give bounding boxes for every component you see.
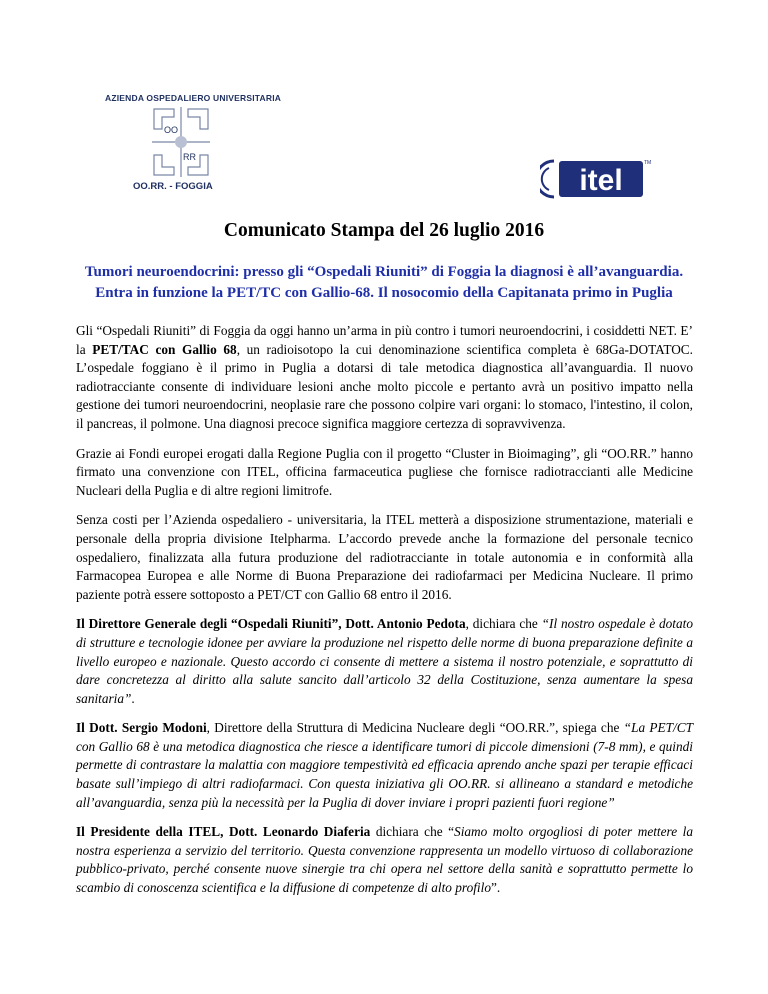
subtitle	[70, 262, 698, 304]
paragraph-5	[76, 719, 693, 812]
p1-text: Gli “Ospedali Riuniti” di Foggia da oggi hanno un’arma in più contro i tumori neuroendocrini, i cosiddetti NET. E’ la	[76, 323, 693, 357]
p1-bold: PET/TAC con Gallio 68	[92, 341, 237, 357]
svg-text:RR: RR	[183, 152, 196, 162]
p5-text: , Direttore della Struttura di Medicina Nucleare degli “OO.RR.”, spiega che	[206, 720, 624, 736]
subtitle-line-2: Entra in funzione la PET/TC con Gallio-68. Il nosocomio della Capitanata primo in Puglia	[95, 285, 673, 301]
p6-text: dichiara che “	[370, 824, 455, 840]
p5-bold: Il Dott. Sergio Modoni	[76, 720, 207, 736]
article-body	[76, 322, 693, 909]
p6-bold: Il Presidente della ITEL, Dott. Leonardo Diaferia	[76, 824, 371, 840]
p4-end: .	[131, 690, 135, 706]
hospital-emblem-icon	[150, 105, 212, 179]
p4-bold: Il Direttore Generale degli “Ospedali Riuniti”, Dott. Antonio Pedota	[76, 616, 466, 632]
paragraph-3: Senza costi per l’Azienda ospedaliero - universitaria, la ITEL metterà a disposizione strumentazione, materiali e personale della propria divisione Itelpharma. L’accordo prevede anche la formazione del personale tecnico ospedaliero, finalizzata alla futura produzione del radiotracciante in totale autonomia e in conformità alla Farmacopea Europea e alle Norme di Buona Preparazione dei radiofarmaci per Medicina Nucleare. Il primo paziente potrà essere sottoposto a PET/CT con Gallio 68 entro il 2016.	[76, 512, 693, 602]
paragraph-4	[76, 615, 693, 708]
p6-end: ”.	[490, 880, 501, 896]
hospital-logo	[105, 93, 282, 198]
svg-text:itel: itel	[579, 164, 623, 197]
svg-text:TM: TM	[644, 160, 652, 166]
itel-logo	[540, 158, 652, 205]
paragraph-2: Grazie ai Fondi europei erogati dalla Regione Puglia con il progetto “Cluster in Bioimaging”, gli “OO.RR.” hanno firmato una convenzione con ITEL, officina farmaceutica pugliese che fornisce radiotraccianti alle Medicine Nucleari della Puglia e di altre regioni limitrofe.	[76, 445, 693, 498]
svg-text:OO: OO	[164, 125, 179, 135]
p4-text: , dichiara che	[465, 616, 542, 632]
page-title: Comunicato Stampa del 26 luglio 2016	[223, 220, 545, 241]
p1-text-cont: , un radioisotopo la cui denominazione scientifica completa è 68Ga-DOTATOC. L’ospedale foggiano è il primo in Puglia a dotarsi di tale metodica diagnostica all’avanguardia. Il nuovo radiotracciante consente di individuare lesioni anche molto piccole e pertanto avrà un positivo impatto nella gestione dei tumori neuroendocrini, neoplasie rare che possono colpire vari organi: lo stomaco, l'intestino, il colon, il pancreas, il polmone. Una diagnosi precoce significa maggiore certezza di sopravvivenza.	[76, 341, 693, 431]
paragraph-6	[76, 823, 693, 897]
paragraph-1	[76, 322, 693, 434]
hospital-city: OO.RR. - FOGGIA	[133, 181, 213, 192]
subtitle-line-1: Tumori neuroendocrini: presso gli “Ospedali Riuniti” di Foggia la diagnosi è all’avanguardia.	[84, 264, 684, 280]
p6-quote: Siamo molto orgogliosi di poter mettere la nostra esperienza a servizio del territorio. Questa convenzione rappresenta un modello virtuoso di collaborazione pubblico-privato, perché consente nuove sinergie tra chi opera nel settore della sanità e soprattutto permette lo scambio di conoscenza scientifica e la diffusione di competenze di alto profilo	[76, 824, 693, 896]
hospital-org-name: AZIENDA OSPEDALIERO UNIVERSITARIA	[105, 93, 282, 103]
p4-quote: “Il nostro ospedale è dotato di strutture e tecnologie idonee per avviare la produzione nel rispetto delle norme di buona preparazione definite a livello europeo e nazionale. Questo accordo ci consente di mettere a sistema il nostro potenziale, e soprattutto di dare concretezza al diritto alla salute sancito dall’articolo 32 della Costituzione, senza aumentare la spesa sanitaria”	[76, 616, 693, 706]
p5-quote: “La PET/CT con Gallio 68 è una metodica diagnostica che riesce a identificare tumori di piccole dimensioni (7-8 mm), e quindi permette di contrastare la malattia con maggiore tempestività ed efficacia aprendo anche spazi per terapie efficaci basate sull’impiego di altri radiofarmaci. Con questa iniziativa gli OO.RR. si allineano a standard e metodiche all’avanguardia, senza più la necessità per la Puglia di dover inviare i propri pazienti fuori regione”	[76, 720, 693, 810]
